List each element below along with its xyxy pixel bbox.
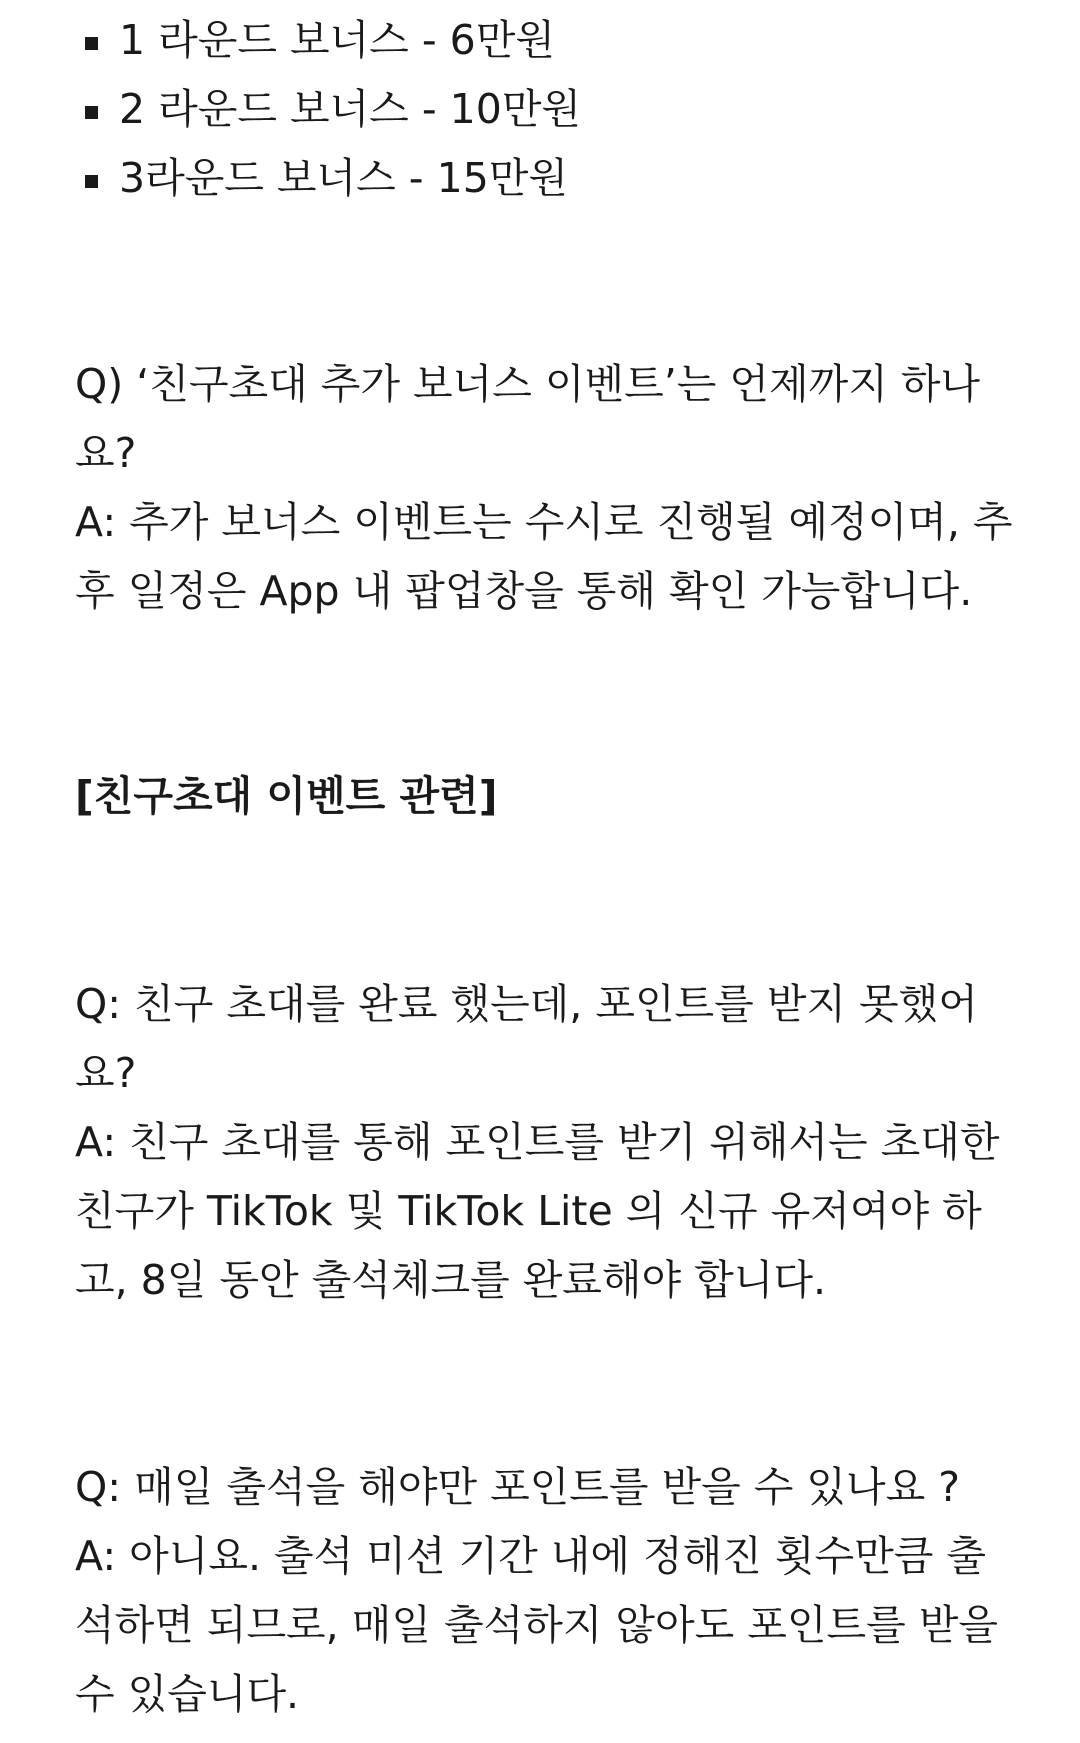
faq-question: Q) ‘친구초대 추가 보너스 이벤트’는 언제까지 하나요? — [75, 360, 981, 477]
list-item-text: 3라운드 보너스 - 15만원 — [119, 154, 568, 202]
faq-answer: A: 아니요. 출석 미션 기간 내에 정해진 횟수만큼 출석하면 되므로, 매일 출석하지 않아도 포인트를 받을 수 있습니다. — [75, 1532, 998, 1718]
list-item — [85, 6, 581, 75]
section-heading: [친구초대 이벤트 관련] — [75, 772, 498, 820]
faq-item — [75, 970, 1015, 1315]
bullet-square-icon — [85, 175, 98, 188]
faq-answer: A: 추가 보너스 이벤트는 수시로 진행될 예정이며, 추후 일정은 App 내 팝업창을 통해 확인 가능합니다. — [75, 498, 1013, 615]
list-item-text: 2 라운드 보너스 - 10만원 — [119, 85, 582, 133]
faq-item — [75, 1453, 1015, 1729]
faq-question: Q: 친구 초대를 완료 했는데, 포인트를 받지 못했어요? — [75, 980, 978, 1097]
faq-question: Q: 매일 출석을 해야만 포인트를 받을 수 있나요 ? — [75, 1463, 961, 1511]
list-item-text: 1 라운드 보너스 - 6만원 — [119, 16, 555, 64]
list-item — [85, 75, 581, 144]
bullet-square-icon — [85, 106, 98, 119]
bonus-list — [85, 6, 581, 213]
bullet-square-icon — [85, 37, 98, 50]
list-item — [85, 144, 581, 213]
faq-answer: A: 친구 초대를 통해 포인트를 받기 위해서는 초대한 친구가 TikTok 및 TikTok Lite 의 신규 유저여야 하고, 8일 동안 출석체크를 완료해야 합니다. — [75, 1118, 1000, 1304]
faq-item — [75, 350, 1015, 626]
